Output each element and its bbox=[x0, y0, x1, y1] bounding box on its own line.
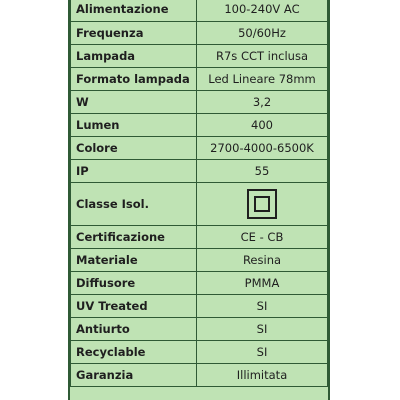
spec-row-lampada bbox=[71, 44, 328, 67]
spec-label: Garanzia bbox=[71, 363, 197, 386]
spec-value: SI bbox=[197, 294, 328, 317]
spec-label: Materiale bbox=[71, 248, 197, 271]
spec-value: Led Lineare 78mm bbox=[197, 67, 328, 90]
spec-label: Recyclable bbox=[71, 340, 197, 363]
spec-value: PMMA bbox=[197, 271, 328, 294]
spec-value: 2700-4000-6500K bbox=[197, 136, 328, 159]
spec-row-diffusore bbox=[71, 271, 328, 294]
spec-row-lumen bbox=[71, 113, 328, 136]
spec-value: CE - CB bbox=[197, 225, 328, 248]
spec-row-formato-lampada bbox=[71, 67, 328, 90]
spec-row-classe-isol bbox=[71, 182, 328, 225]
spec-value: R7s CCT inclusa bbox=[197, 44, 328, 67]
spec-row-ip bbox=[71, 159, 328, 182]
spec-value: Illimitata bbox=[197, 363, 328, 386]
spec-row-garanzia bbox=[71, 363, 328, 386]
spec-row-watt bbox=[71, 90, 328, 113]
spec-sheet bbox=[68, 0, 330, 400]
spec-value bbox=[197, 182, 328, 225]
spec-row-colore bbox=[71, 136, 328, 159]
spec-row-recyclable bbox=[71, 340, 328, 363]
spec-label: UV Treated bbox=[71, 294, 197, 317]
spec-label: W bbox=[71, 90, 197, 113]
spec-row-materiale bbox=[71, 248, 328, 271]
spec-value: 50/60Hz bbox=[197, 21, 328, 44]
spec-label: Certificazione bbox=[71, 225, 197, 248]
spec-label: Diffusore bbox=[71, 271, 197, 294]
spec-value: 400 bbox=[197, 113, 328, 136]
spec-label: Alimentazione bbox=[71, 0, 197, 21]
spec-label: Formato lampada bbox=[71, 67, 197, 90]
spec-label: Colore bbox=[71, 136, 197, 159]
spec-row-certificazione bbox=[71, 225, 328, 248]
spec-value: Resina bbox=[197, 248, 328, 271]
spec-value: 55 bbox=[197, 159, 328, 182]
spec-row-uv-treated bbox=[71, 294, 328, 317]
spec-row-antiurto bbox=[71, 317, 328, 340]
spec-value: SI bbox=[197, 340, 328, 363]
spec-value: SI bbox=[197, 317, 328, 340]
spec-value: 3,2 bbox=[197, 90, 328, 113]
spec-value: 100-240V AC bbox=[197, 0, 328, 21]
spec-table bbox=[70, 0, 328, 387]
spec-label: Lumen bbox=[71, 113, 197, 136]
spec-label: Lampada bbox=[71, 44, 197, 67]
class-ii-double-square-icon bbox=[247, 189, 277, 219]
spec-label: IP bbox=[71, 159, 197, 182]
spec-label: Frequenza bbox=[71, 21, 197, 44]
spec-row-frequenza bbox=[71, 21, 328, 44]
spec-row-alimentazione bbox=[71, 0, 328, 21]
spec-label: Classe Isol. bbox=[71, 182, 197, 225]
spec-label: Antiurto bbox=[71, 317, 197, 340]
